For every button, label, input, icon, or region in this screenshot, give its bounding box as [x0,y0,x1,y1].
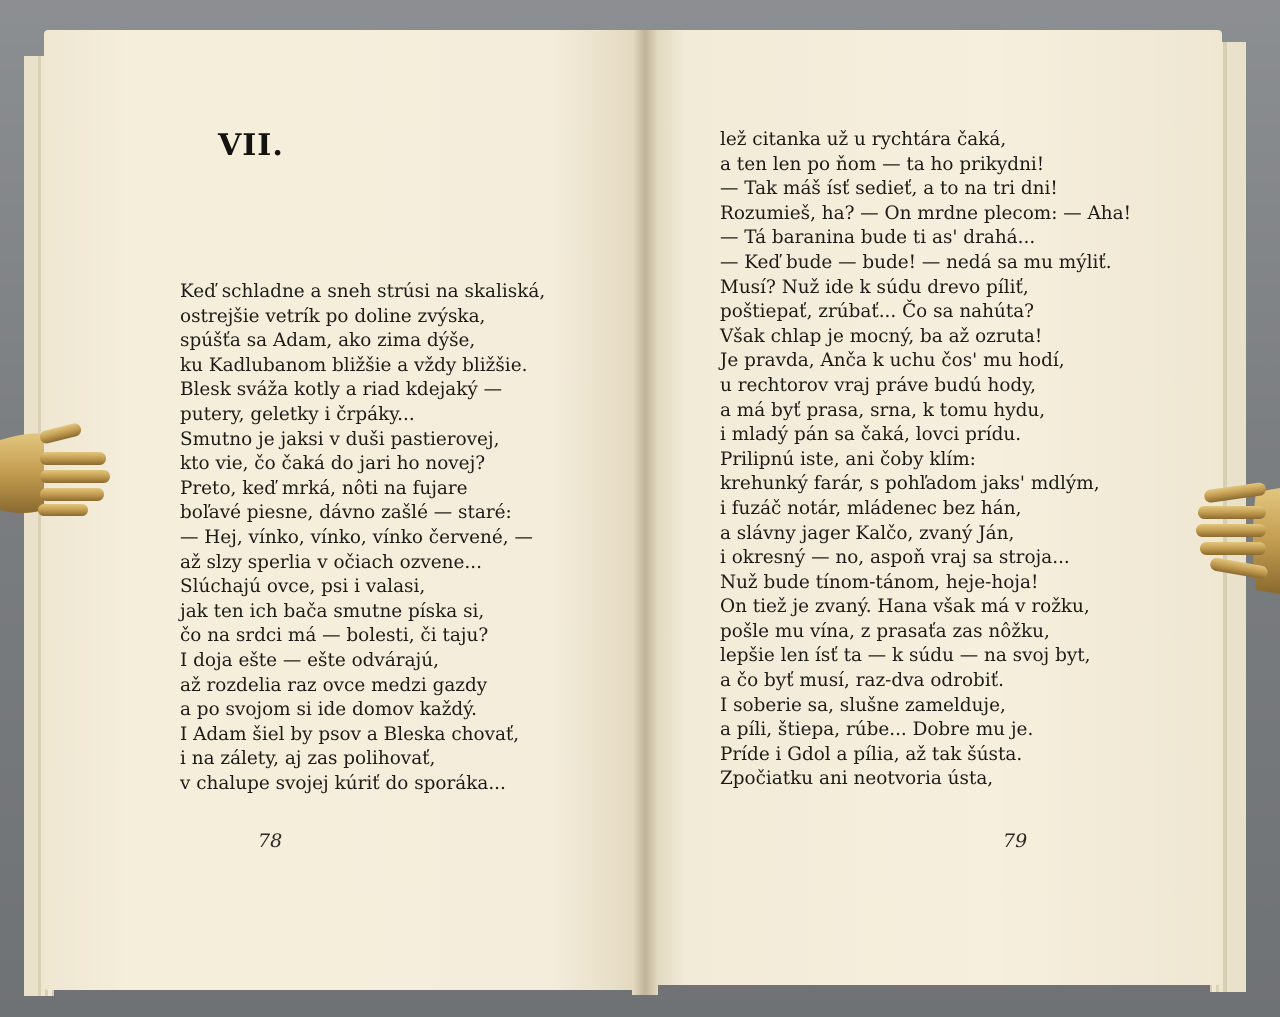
verse-line: boľavé piesne, dávno zašlé — staré: [180,502,512,524]
verse-line: poštiepať, zrúbať... Čo sa nahúta? [720,301,1035,323]
verse-line: ku Kadlubanom bližšie a vždy bližšie. [180,354,528,376]
verse-line: Musí? Nuž ide k súdu drevo píliť, [720,276,1029,298]
verse-line: I Adam šiel by psov a Bleska chovať, [180,723,520,745]
verse-line: I doja ešte — ešte odvárajú, [180,649,439,671]
verse-line: Smutno je jaksi v duši pastierovej, [180,428,500,450]
verse-line: Rozumieš, ha? — On mrdne plecom: — Aha! [720,202,1131,224]
verse-line: spúšťa sa Adam, ako zima dýše, [180,330,476,352]
verse-line: i na zálety, aj zas polihovať, [180,748,436,770]
verse-line: Však chlap je mocný, ba až ozruta! [720,325,1043,347]
verse-line: i okresný — no, aspoň vraj sa stroja... [720,547,1070,569]
verse-line: — Keď bude — bude! — nedá sa mu mýliť. [720,251,1112,273]
verse-line: u rechtorov vraj práve budú hody, [720,374,1036,396]
verse-line: až rozdelia raz ovce medzi gazdy [180,674,488,696]
verse-line: I soberie sa, slušne zamelduje, [720,694,1006,716]
verse-line: kto vie, čo čaká do jari ho novej? [180,453,486,475]
verse-line: až slzy sperlia v očiach ozvene... [180,551,482,573]
verse-line: ostrejšie vetrík po doline zvýska, [180,305,486,327]
verse-line: a má byť prasa, srna, k tomu hydu, [720,399,1046,421]
verse-line: a píli, štiepa, rúbe... Dobre mu je. [720,719,1034,741]
verse-line: — Tá baranina bude ti as' drahá... [720,227,1036,249]
brass-hand-clip-left-icon [0,418,112,528]
verse-line: Príde i Gdol a pília, až tak šústa. [720,743,1023,765]
verse-line: pošle mu vína, z prasaťa zas nôžku, [720,620,1050,642]
verse-line: i mladý pán sa čaká, lovci prídu. [720,424,1022,446]
verse-line: On tiež je zvaný. Hana však má v rožku, [720,596,1090,618]
verse-line: Preto, keď mrká, nôti na fujare [180,477,468,499]
verse-line: krehunký farár, s pohľadom jaks' mdlým, [720,473,1100,495]
verse-line: a čo byť musí, raz-dva odrobiť. [720,670,1004,692]
verse-line: i fuzáč notár, mládenec bez hán, [720,497,1022,519]
verse-line: Zpočiatku ani neotvoria ústa, [720,768,994,790]
verse-line: a po svojom si ide domov každý. [180,699,477,721]
page-number-right: 79 [1003,830,1028,852]
book-gutter [632,30,658,995]
verse-line: Blesk sváža kotly a riad kdejaký — [180,379,503,401]
verse-line: lež citanka už u rychtára čaká, [720,129,1007,150]
chapter-heading: VII. [218,128,284,163]
page-number-left: 78 [258,830,283,852]
left-verse [180,280,545,796]
verse-line: a slávny jager Kalčo, zvaný Ján, [720,522,1015,544]
verse-line: Slúchajú ovce, psi i valasi, [180,576,426,598]
verse-line: putery, geletky i črpáky... [180,403,415,425]
verse-line: jak ten ich bača smutne píska si, [180,600,485,622]
verse-line: a ten len po ňom — ta ho prikydni! [720,153,1045,175]
verse-line: lepšie len ísť ta — k súdu — na svoj byt, [720,645,1091,667]
verse-line: Prilipnú iste, ani čoby klím: [720,448,976,470]
verse-line: — Hej, vínko, vínko, vínko červené, — [180,526,533,548]
verse-line: Nuž bude tínom-tánom, heje-hoja! [720,571,1039,593]
verse-line: — Tak máš ísť sedieť, a to na tri dni! [720,178,1058,200]
verse-line: v chalupe svojej kúriť do sporáka... [180,772,506,794]
brass-hand-clip-right-icon [1196,478,1280,604]
verse-line: Je pravda, Anča k uchu čos' mu hodí, [720,350,1065,372]
verse-line: Keď schladne a sneh strúsi na skaliská, [180,281,546,302]
right-verse [720,128,1131,792]
verse-line: čo na srdci má — bolesti, či taju? [180,625,489,647]
